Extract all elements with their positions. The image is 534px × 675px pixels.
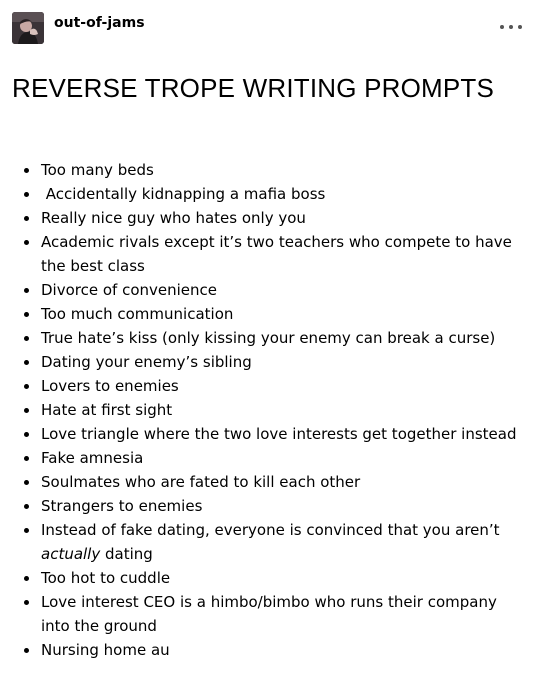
list-item: Divorce of convenience bbox=[12, 278, 522, 302]
list-item: Too much communication bbox=[12, 302, 522, 326]
list-item: Love triangle where the two love interests get together instead bbox=[12, 422, 522, 446]
list-item: Lovers to enemies bbox=[12, 374, 522, 398]
emphasis-text: actually bbox=[41, 545, 101, 563]
avatar[interactable] bbox=[12, 12, 44, 44]
list-item: Strangers to enemies bbox=[12, 494, 522, 518]
prompt-list bbox=[12, 158, 522, 662]
list-item: Too many beds bbox=[12, 158, 522, 182]
list-item: Academic rivals except it’s two teachers who compete to have the best class bbox=[12, 230, 522, 278]
post-header bbox=[12, 12, 522, 48]
list-item: Accidentally kidnapping a mafia boss bbox=[12, 182, 522, 206]
avatar-image bbox=[12, 12, 44, 44]
list-item: Nursing home au bbox=[12, 638, 522, 662]
list-item-text: dating bbox=[100, 545, 153, 563]
list-item: Too hot to cuddle bbox=[12, 566, 522, 590]
more-options-button[interactable] bbox=[500, 20, 522, 34]
list-item: True hate’s kiss (only kissing your enemy can break a curse) bbox=[12, 326, 522, 350]
username-link[interactable]: out-of-jams bbox=[54, 15, 145, 31]
list-item: Soulmates who are fated to kill each other bbox=[12, 470, 522, 494]
list-item: Fake amnesia bbox=[12, 446, 522, 470]
more-horizontal-icon bbox=[500, 25, 504, 29]
list-item: Really nice guy who hates only you bbox=[12, 206, 522, 230]
more-horizontal-icon bbox=[518, 25, 522, 29]
list-item: Dating your enemy’s sibling bbox=[12, 350, 522, 374]
list-item: Love interest CEO is a himbo/bimbo who runs their company into the ground bbox=[12, 590, 522, 638]
post-title: REVERSE TROPE WRITING PROMPTS bbox=[12, 73, 495, 103]
list-item bbox=[12, 518, 522, 566]
list-item: Hate at first sight bbox=[12, 398, 522, 422]
list-item-text: Instead of fake dating, everyone is convinced that you aren’t bbox=[41, 521, 500, 539]
more-horizontal-icon bbox=[509, 25, 513, 29]
